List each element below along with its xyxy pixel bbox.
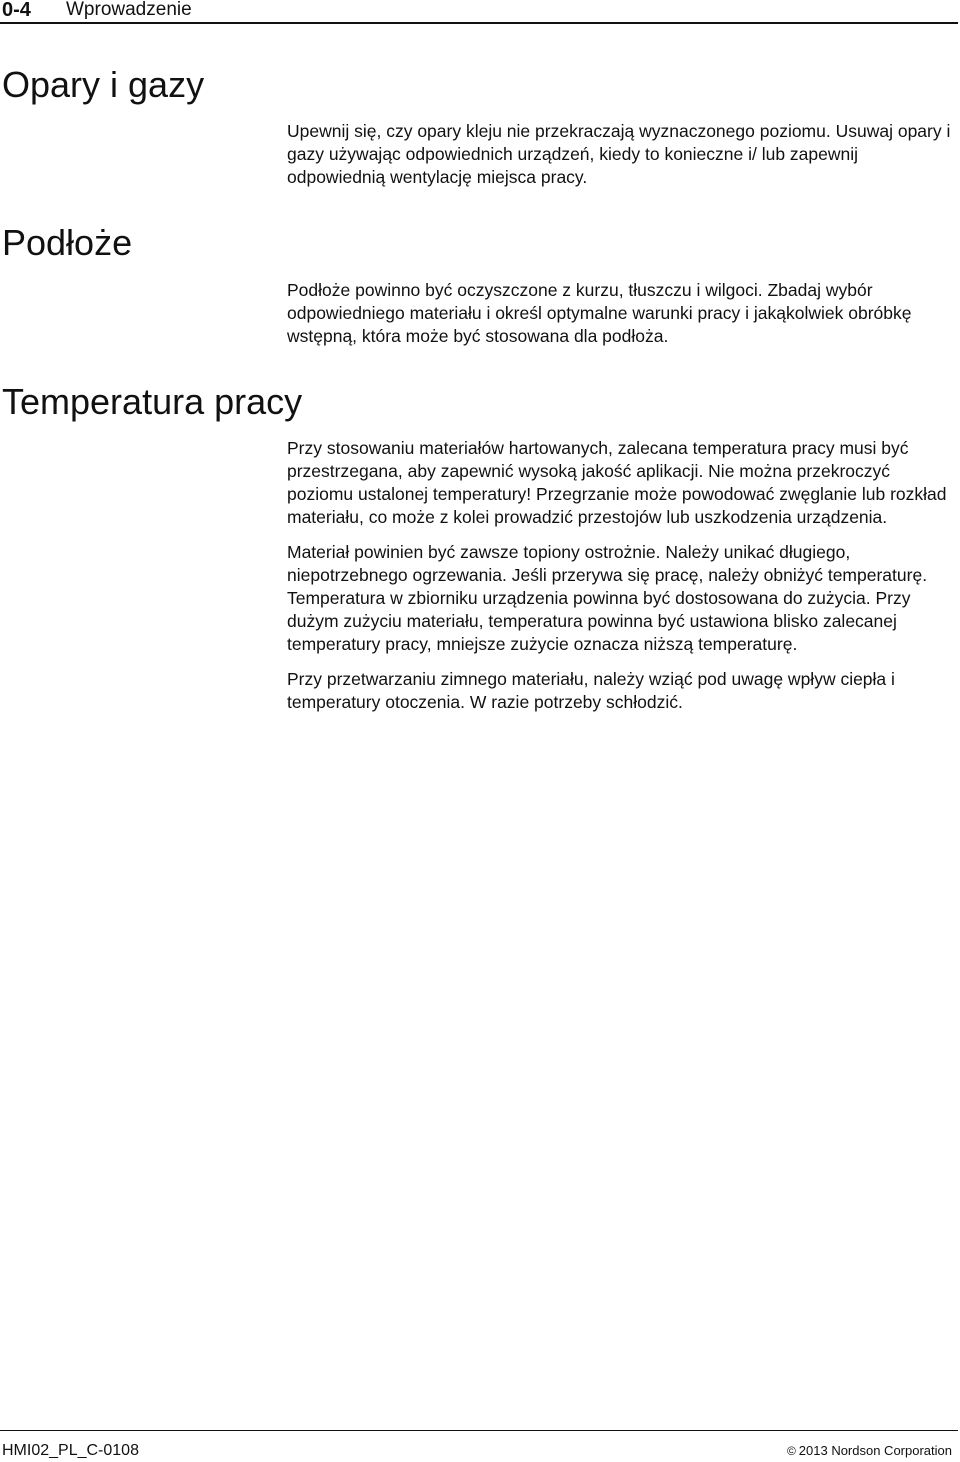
page-footer [0,1430,958,1462]
paragraph: Przy stosowaniu materiałów hartowanych, zalecana temperatura pracy musi być przestrzegana, aby zapewnić wysoką jakość aplikacji. Nie można przekroczyć poziomu ustalonej temperatury! Przegrzanie może powodować zwęglanie lub rozkład materiału, co może z kolei prowadzić przestojów lub uszkodzenia urządzenia. [287,438,947,527]
copyright-notice [787,1442,952,1460]
section-heading-temperatura-pracy: Temperatura pracy [2,381,303,422]
section-heading-opary-i-gazy: Opary i gazy [2,64,205,105]
paragraph: Materiał powinien być zawsze topiony ostrożnie. Należy unikać długiego, niepotrzebnego ogrzewania. Jeśli przerywa się pracę, należy obniżyć temperaturę. Temperatura w zbiorniku urządzenia powinna być dostosowana do zużycia. Przy dużym zużyciu materiału, temperatura powinna być ustawiona blisko zalecanej temperatury pracy, mniejsze zużycie oznacza niższą temperaturę. [287,542,928,654]
section-body-temperatura-pracy [287,437,957,726]
document-code: HMI02_PL_C-0108 [2,1442,139,1459]
page-header [0,0,958,24]
section-body-podloze [287,279,957,360]
page-number: 0-4 [2,0,31,21]
section-body-opary-i-gazy [287,120,957,201]
paragraph: Podłoże powinno być oczyszczone z kurzu, tłuszczu i wilgoci. Zbadaj wybór odpowiedniego materiału i określ optymalne warunki pracy i jakąkolwiek obróbkę wstępną, która może być stosowana dla podłoża. [287,280,912,346]
paragraph: Przy przetwarzaniu zimnego materiału, należy wziąć pod uwagę wpływ ciepła i temperatury otoczenia. W razie potrzeby schłodzić. [287,669,895,712]
paragraph: Upewnij się, czy opary kleju nie przekraczają wyznaczonego poziomu. Usuwaj opary i gazy używając odpowiednich urządzeń, kiedy to konieczne i/ lub zapewnij odpowiednią wentylację miejsca pracy. [287,121,951,187]
copyright-icon: © [786,1444,796,1458]
copyright-text: 2013 Nordson Corporation [798,1443,952,1458]
section-heading-podloze: Podłoże [2,222,133,263]
chapter-title: Wprowadzenie [66,0,192,20]
